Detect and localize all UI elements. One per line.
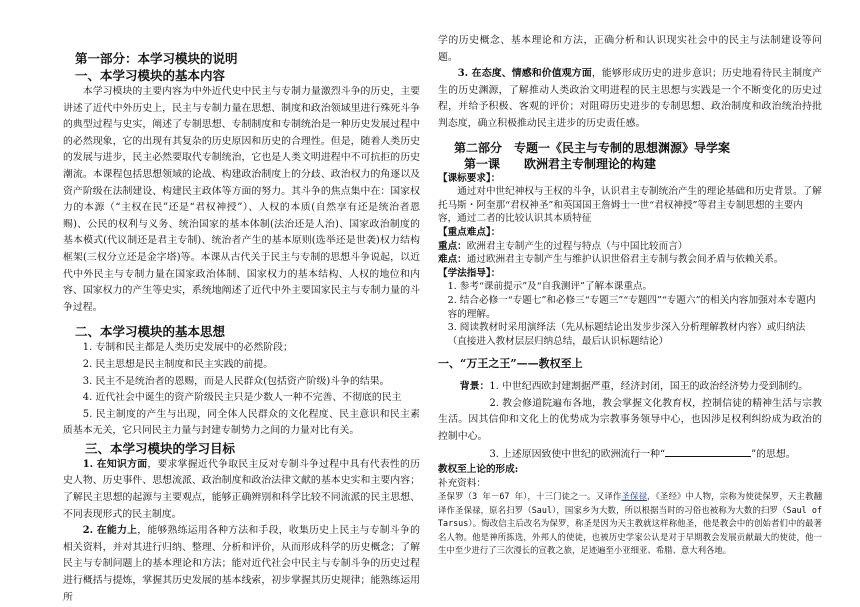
method-item-2: 2. 结合必修一“专题七”和必修三“专题三”“专题四”“专题六”的相关内容加强对本专题内容的理解。: [447, 294, 816, 320]
difficult-point: [438, 253, 822, 267]
thought-item-3: 3. 民主不是统治者的恩赐，而是人民群众(包括资产阶级)斗争的结果。: [82, 375, 390, 387]
lesson-title: 第一课 欧洲君主专制理论的构建: [464, 156, 657, 171]
section3-title: 三、本学习模块的学习目标: [85, 440, 236, 456]
background-3-pre: 3. 上述原因致使中世纪的欧洲流行一种“: [489, 448, 666, 460]
thought-item-4: 4. 近代社会中诞生的资产阶级民主只是少数人一种不完善、不彻底的民主: [82, 392, 402, 404]
key-points-label: 【重点难点】：: [438, 226, 501, 238]
method-item-3: 3. 阅读教材时采用演绎法（先从标题结论出发步步深入分析理解教材内容）或归纳法（直接进入教材层层归纳总结，最后认识标题结论）: [447, 322, 806, 347]
goal-attitude-text: ，能够形成历史的进步意识；历史地看待民主制度产生的历史渊源，了解推动人类政治文明进程的民主思想与实践是一个不断变化的历史过程，并给予积极、客观的评价；对阻碍历史进步的专制思想、政治制度和政治统治持批判态度，确立积极推动民主进步的历史责任感。: [438, 68, 822, 129]
thought-item-2: 2. 民主思想是民主制度和民主实践的前提。: [82, 358, 274, 370]
background-1: [438, 379, 822, 396]
key-point: [438, 240, 822, 254]
goal-ability: [63, 523, 420, 606]
goal-ability-label: 2. 在能力上: [82, 525, 138, 537]
supplement-label: 补充资料：: [438, 477, 486, 489]
thought-item-5: 5. 民主制度的产生与出现，同全体人民群众的文化程度、民主意识和民主素质基本无关，它只同民主力量与封建专制势力之间的力量对比有关。: [63, 408, 420, 437]
key-point-text: 欧洲君主专制产生的过程与特点（与中国比较而言）: [466, 240, 688, 252]
thought-item-1: 1. 专制和民主都是人类历史发展中的必然阶段；: [82, 342, 293, 354]
part1-title: 第一部分：本学习模块的说明: [75, 51, 238, 66]
goal-ability-text: ，能够熟练运用各种方法和手段，收集历史上民主与专制斗争的相关资料，并对其进行归纳、整理、分析和评价，从而形成科学的历史概念；了解民主与专制问题上的基本理论和方法；能对近代社会中民主与专制斗争的历史过程进行概括与提炼，掌握其历史发展的基本线索，初步掌握其历史规律；能熟练运用所: [63, 525, 420, 603]
background-label: 背景：: [459, 381, 490, 393]
section-title-papal: 一、“万王之王”——教权至上: [438, 357, 583, 371]
standard-label: 【课标要求】：: [438, 172, 501, 184]
difficult-point-text: 通过欧洲君主专制产生与维护认识世俗君主专制与教会间矛盾与依赖关系。: [466, 254, 784, 266]
goal-attitude-label: 3. 在态度、情感和价值观方面: [457, 68, 592, 80]
supplement-body: ，《圣经》中人物，宗称为使徒保罗，天主教翻译作圣保禄，原名扫罗（Saul），国家乡为大数，所以根据当时的习俗也被称为大数的扫罗（Saul of Tarsus）。悔改信主后改名为保罗，称圣是因为天主教就这样称他圣，他是教会中的创始者们中的最著名人物。他是神所拣选，外邦人的使徒，也被历史学家公认是对于早期教会发展贡献最大的使徒，他一生中至少进行了三次漫长的宣教之旅，足迹遍至小亚细亚、希腊、意大利各地。: [438, 491, 823, 556]
difficult-point-label: 难点：: [438, 254, 467, 266]
standard-text: 通过对中世纪神权与王权的斗争，认识君主专制统治产生的理论基础和历史背景。了解托马斯・阿奎那“君权神圣”和英国国王詹姆士一世“君权神授”等君主专制思想的主要内容，通过二者的比较认识其本质特征: [438, 186, 822, 225]
background-3: [438, 446, 822, 464]
left-column: [63, 50, 420, 606]
goal-knowledge-label: 1. 在知识方面: [82, 458, 148, 470]
goal-knowledge: [63, 457, 420, 523]
supplement-text: [438, 490, 822, 557]
section2-title: 二、本学习模块的基本思想: [75, 324, 226, 340]
right-column: [438, 33, 822, 557]
background-1-text: 1. 中世纪西欧封建割据严重，经济封闭，国王的政治经济势力受到制约。: [489, 381, 809, 393]
background-2: 2. 教会修道院遍布各地，教会掌握文化教育权，控制信徒的精神生活与宗教生活。因其信仰和文化上的优势成为宗教事务领导中心，也因涉足权利纠纷成为政治的控制中心。: [438, 397, 822, 443]
method-guide-label: 【学法指导】：: [438, 267, 501, 279]
formation-label: 教权至上论的形成:: [438, 464, 519, 476]
saint-paul-link[interactable]: 圣保禄: [621, 491, 648, 502]
section1-text: 本学习模块的主要内容为中外近代史中民主与专制力量激烈斗争的历史，主要讲述了近代中外历史上，民主与专制力量在思想、制度和政治领域里进行殊死斗争的典型过程与史实，阐述了专制思想、专制制度和专制统治是一种历史发展过程中的必然现象，它的出现有其复杂的历史原因和历史的合理性。但是，随着人类历史的发展与进步，民主必然要取代专制统治，它也是人类文明进程中不可抗拒的历史潮流。本课程包括思想领域的论战、构建政治制度上的分歧、政治权力的角逐以及资产阶级在法制建设、构建民主政体等方面的努力。其斗争的焦点集中在：国家权力的本源（“主权在民”还是“君权神授”）、人权的本质(自然享有还是统治者恩赐)、公民的权利与义务、统治国家的基本体制(法治还是人治)、国家政治制度的基本模式(代议制还是君主专制)、统治者产生的基本原则(选举还是世袭)权力结构框架(三权分立还是金字塔)等。本课从古代关于民主与专制的思想斗争说起，以近代中外民主与专制力量在国家政治体制、国家权力的基本结构、人权的地位和内容、国家权力的产生等史实，系统地阐述了近代中外主要国家民主与专制力量的斗争过程。: [63, 86, 420, 313]
method-item-1: 1. 参考“课前提示”及“自我测评”了解本课重点。: [447, 281, 653, 293]
goal-ability-continued: 学的历史概念、基本理论和方法，正确分析和认识现实社会中的民主与法制建设等问题。: [438, 35, 822, 63]
background-3-post: ”的思想。: [751, 448, 796, 460]
goal-attitude: [438, 66, 822, 132]
supplement-pre: 圣保罗（3 年－67 年），十三门徒之一。又译作: [438, 491, 622, 502]
goal-knowledge-text: ，要求掌握近代争取民主反对专制斗争过程中具有代表性的历史人物、历史事件、思想流派、政治制度和政治法律文献的基本史实和主要内容；了解民主思想的起源与主要观点，能够正确辨别和科学比较不同流派的民主思想、不同表现形式的民主制度。: [63, 458, 420, 520]
fill-in-blank[interactable]: [665, 446, 751, 457]
part2-title: 第二部分 专题一《民主与专制的思想渊源》导学案: [454, 140, 731, 155]
section1-title: 一、本学习模块的基本内容: [75, 68, 226, 83]
key-point-label: 重点：: [438, 240, 467, 252]
